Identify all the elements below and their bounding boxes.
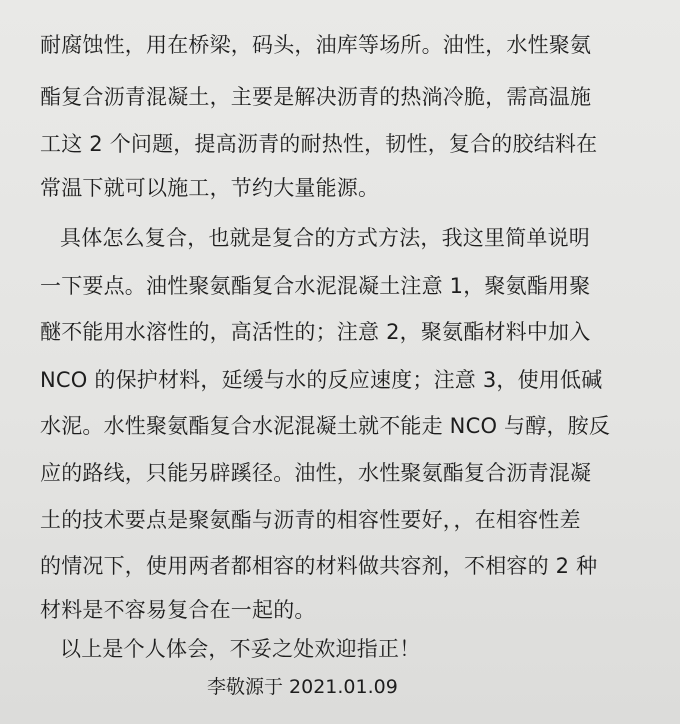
text-line: 材料是不容易复合在一起的。 xyxy=(40,598,316,622)
text-line: 具体怎么复合，也就是复合的方式方法，我这里简单说明 xyxy=(60,226,590,250)
text-line: 土的技术要点是聚氨酯与沥青的相容性要好，，在相容性差 xyxy=(40,508,581,532)
text-line: 的情况下，使用两者都相容的材料做共容剂，不相容的 2 种 xyxy=(40,554,598,578)
text-line: 耐腐蚀性，用在桥梁，码头，油库等场所。油性，水性聚氨 xyxy=(40,33,592,57)
text-line: 酯复合沥青混凝土，主要是解决沥青的热淌冷脆，需高温施 xyxy=(40,85,592,109)
text-line: 常温下就可以施工，节约大量能源。 xyxy=(40,176,380,200)
text-line: NCO 的保护材料，延缓与水的反应速度；注意 3，使用低碱 xyxy=(40,368,603,392)
text-line: 以上是个人体会，不妥之处欢迎指正！ xyxy=(60,637,421,661)
text-line: 水泥。水性聚氨酯复合水泥混凝土就不能走 NCO 与醇，胺反 xyxy=(40,414,611,438)
text-line: 工这 2 个问题，提高沥青的耐热性，韧性，复合的胶结料在 xyxy=(40,132,598,156)
signature-date: 李敬源于 2021.01.09 xyxy=(207,676,398,698)
text-line: 应的路线，只能另辟蹊径。油性，水性聚氨酯复合沥青混凝 xyxy=(40,461,592,485)
text-line: 一下要点。油性聚氨酯复合水泥混凝土注意 1，聚氨酯用聚 xyxy=(40,274,591,298)
text-line: 醚不能用水溶性的，高活性的；注意 2，聚氨酯材料中加入 xyxy=(40,320,591,344)
